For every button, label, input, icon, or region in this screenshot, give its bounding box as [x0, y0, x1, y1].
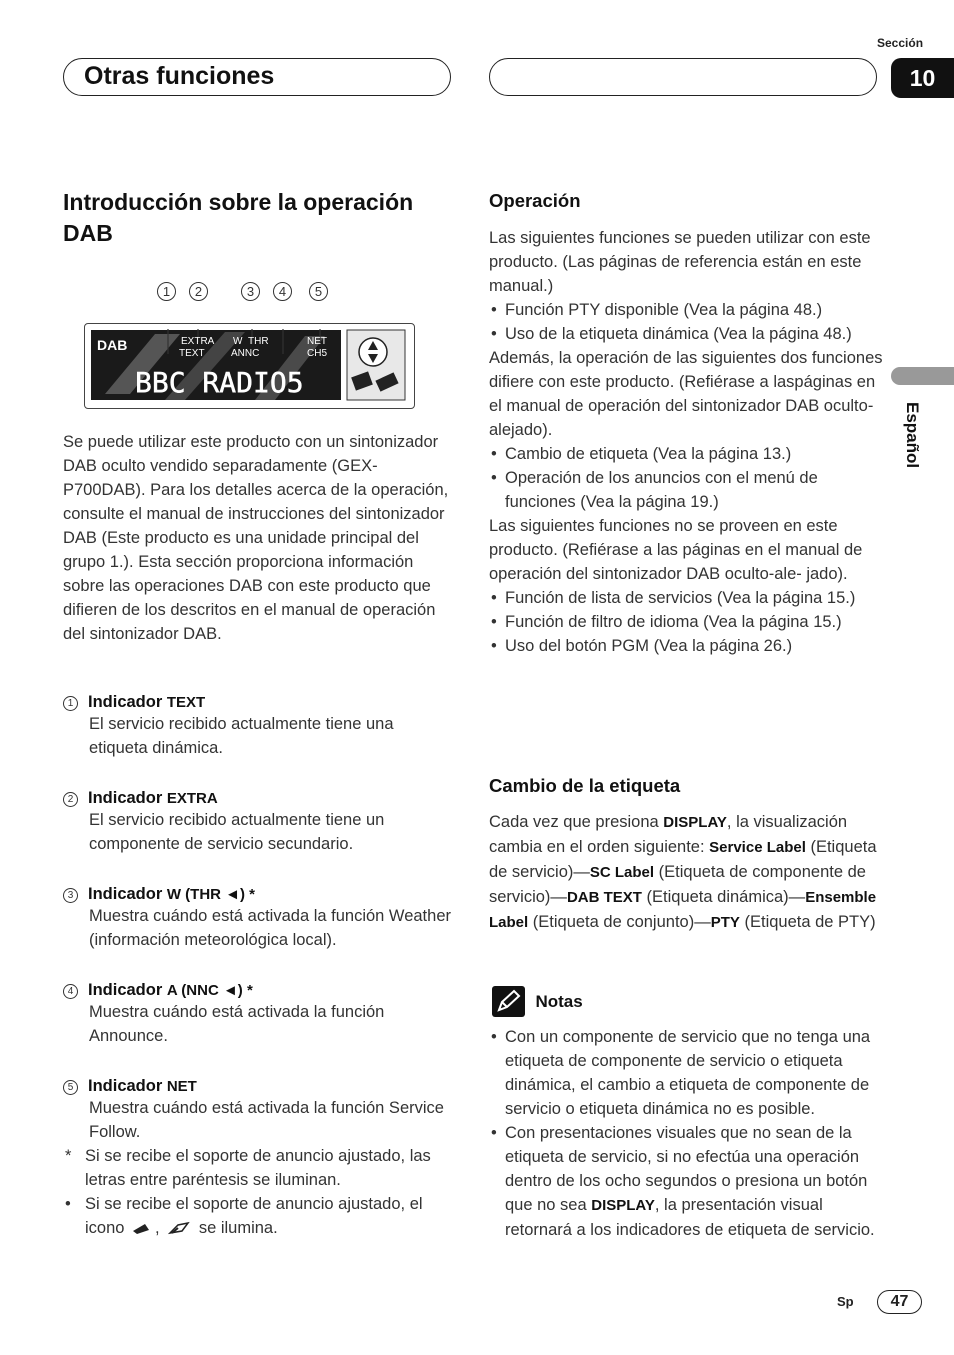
display-extra: EXTRA [181, 336, 215, 347]
footnote-icon: • Si se recibe el soporte de anuncio ajustado, el icono , se ilumina. [65, 1195, 423, 1237]
callout-2: 2 [189, 282, 208, 301]
page-title: Otras funciones [84, 62, 275, 90]
dab-display-illustration [84, 323, 415, 409]
operation-section [489, 226, 884, 658]
list-item: • Cambio de etiqueta (Vea la página 13.) [489, 442, 884, 466]
op-paragraph-1: Las siguientes funciones se pueden utilizar con este producto. (Las páginas de referencia están en este manual.) [489, 229, 871, 295]
operation-heading: Operación [489, 190, 581, 211]
display-annc: ANNC [231, 348, 260, 359]
display-thr: THR [248, 336, 269, 347]
section-number-badge: 10 [891, 58, 954, 98]
op-list-3 [489, 586, 884, 658]
list-item: • Uso del botón PGM (Vea la página 26.) [489, 634, 884, 658]
notes-header [492, 986, 583, 1017]
pencil-icon [492, 986, 525, 1017]
indicator-item-2: 2 Indicador EXTRA El servicio recibido actualmente tiene un componente de servicio secundario. [63, 789, 455, 885]
display-dab: DAB [97, 337, 128, 353]
cambio-heading: Cambio de la etiqueta [489, 775, 681, 796]
op-paragraph-3: Las siguientes funciones no se proveen en este producto. (Refiérase a las páginas en el manual de operación del sintonizador DAB oculto-ale- jado). [489, 517, 863, 583]
left-heading: Introducción sobre la operación DAB [63, 189, 414, 246]
list-item: • Función de filtro de idioma (Vea la página 15.) [489, 610, 884, 634]
op-paragraph-2: Además, la operación de las siguientes dos funciones difiere con este producto. (Refiérase a laspáginas en el manual de operación del sintonizador DAB oculto-alejado). [489, 349, 883, 439]
indicator-item-5: 5 Indicador NET Muestra cuándo está activada la función Service Follow. [63, 1077, 455, 1144]
page-number: 47 [877, 1290, 922, 1314]
indicator-item-1: 1 Indicador TEXT El servicio recibido actualmente tiene una etiqueta dinámica. [63, 693, 455, 789]
language-label-vertical [893, 400, 933, 480]
weather-icon [168, 1221, 190, 1235]
header-title-box [63, 58, 451, 96]
list-item: • Función de lista de servicios (Vea la página 15.) [489, 586, 884, 610]
note-item: • Con presentaciones visuales que no sean de la etiqueta de servicio, si no efectúa una operación dentro de los ocho segundos o presiona un botón que no sea DISPLAY, la presentación visual retornará a los indicadores de etiqueta de servicio. [489, 1121, 879, 1242]
op-list-1 [489, 298, 884, 346]
display-text: TEXT [179, 348, 205, 359]
callout-5: 5 [309, 282, 328, 301]
callout-1: 1 [157, 282, 176, 301]
op-list-2 [489, 442, 884, 514]
cambio-paragraph: Cada vez que presiona DISPLAY, la visualización cambia en el orden siguiente: Service Label (Etiqueta de servicio)—SC Label (Etiqueta de componente de servicio)—DAB TEXT (Etiqueta dinámica)—Ensemble Label (Etiqueta de conjunto)—PTY (Etiqueta de PTY) [489, 813, 877, 931]
list-item: • Uso de la etiqueta dinámica (Vea la página 48.) [489, 322, 884, 346]
indicator-item-4: 4 Indicador A (NNC ◄) * Muestra cuándo está activada la función Announce. [63, 981, 455, 1077]
section-label: Sección [877, 36, 924, 50]
display-svg [85, 324, 416, 410]
footnote-star: * Si se recibe el soporte de anuncio ajustado, las letras entre paréntesis se iluminan. [65, 1147, 431, 1189]
notes-list [489, 1025, 879, 1242]
language-tab [891, 367, 954, 385]
note-item: • Con un componente de servicio que no tenga una etiqueta de componente de servicio o etiqueta dinámica, el cambio a etiqueta de componente de servicio o etiqueta dinámica no es posible. [489, 1025, 879, 1121]
notes-title: Notas [535, 991, 583, 1011]
announce-icon [131, 1221, 153, 1235]
footer-lang-code: Sp [837, 1294, 854, 1309]
display-net: NET [307, 336, 327, 347]
indicator-item-3: 3 Indicador W (THR ◄) * Muestra cuándo está activada la función Weather (información meteorológica local). [63, 885, 455, 981]
display-w: W [233, 336, 243, 347]
callout-3: 3 [241, 282, 260, 301]
intro-paragraph: Se puede utilizar este producto con un sintonizador DAB oculto vendido separadamente (GEX-P700DAB). Para los detalles acerca de la operación, consulte el manual de instrucciones del sintonizador DAB (Este producto es una unidade principal del grupo 1.). Esta sección proporciona información sobre las operaciones DAB con este producto que difieren de los descritos en el manual de operación del sintonizador DAB. [63, 433, 449, 643]
svg-text:Español: Español [903, 402, 922, 469]
indicator-list [63, 693, 455, 1240]
callout-4: 4 [273, 282, 292, 301]
display-ch: CH5 [307, 348, 328, 359]
display-main-text: BBC RADIO5 [135, 366, 304, 399]
list-item: • Función PTY disponible (Vea la página 48.) [489, 298, 884, 322]
list-item: • Operación de los anuncios con el menú de funciones (Vea la página 19.) [489, 466, 884, 514]
header-blank-box [489, 58, 877, 96]
